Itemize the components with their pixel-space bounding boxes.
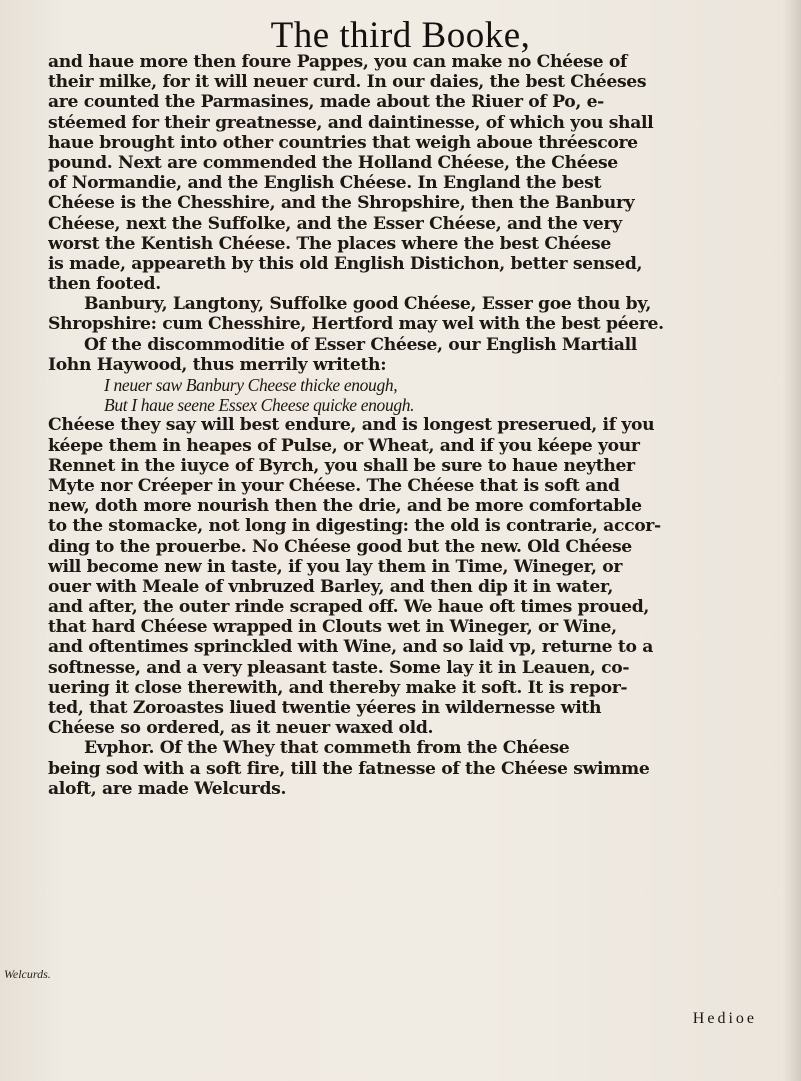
text-line: aloft, are made Welcurds. (48, 778, 287, 799)
text-line: worst the Kentish Chéese. The places where the best Chéese (48, 233, 611, 254)
text-line: Chéese, next the Suffolke, and the Esser Chéese, and the very (48, 213, 622, 234)
text-line: kéepe them in heapes of Pulse, or Wheat, and if you kéepe your (48, 435, 640, 456)
text-line: Rennet in the iuyce of Byrch, you shall be sure to haue neyther (48, 455, 635, 476)
text-line: ted, that Zoroastes liued twentie yéeres in wildernesse with (48, 698, 602, 718)
text-line: and oftentimes sprinckled with Wine, and so laid vp, returne to a (48, 637, 653, 658)
text-line: ouer with Meale of vnbruzed Barley, and then dip it in water, (48, 576, 614, 597)
text-line: stéemed for their greatnesse, and daintinesse, of which you shall (48, 112, 654, 133)
text-line: uering it close therewith, and thereby make it soft. It is repor- (48, 677, 628, 698)
margin-note: Welcurds. (4, 967, 51, 981)
text-line: Chéese so ordered, as it neuer waxed old. (48, 718, 434, 739)
text-line: are counted the Parmasines, made about the Riuer of Po, e- (48, 92, 604, 113)
verse-line: I neuer saw Banbury Cheese thicke enough, (104, 375, 398, 395)
text-line: Evphor. Of the Whey that commeth from the Chéese (84, 738, 570, 759)
text-line: Chéese they say will best endure, and is longest preserued, if you (48, 415, 655, 436)
text-line: softnesse, and a very pleasant taste. Some lay it in Leauen, co- (48, 657, 630, 678)
text-line: Of the discommoditie of Esser Chéese, our English Martiall (84, 334, 637, 355)
verse-line: But I haue seene Essex Cheese quicke enough. (104, 395, 415, 416)
text-line: Myte nor Créeper in your Chéese. The Chéese that is soft and (48, 475, 620, 496)
running-head: The third Booke, (270, 15, 531, 56)
text-line: haue brought into other countries that weigh aboue thréescore (48, 132, 638, 153)
text-line: and after, the outer rinde scraped off. We haue oft times proued, (48, 597, 650, 618)
text-line: Banbury, Langtony, Suffolke good Chéese, Esser goe thou by, (84, 294, 651, 315)
text-line: will become new in taste, if you lay them in Time, Wineger, or (48, 556, 623, 577)
catchword: Hedioe (692, 1010, 757, 1027)
text-line: ding to the prouerbe. No Chéese good but the new. Old Chéese (48, 536, 632, 557)
text-line: then footed. (48, 274, 161, 295)
text-line: to the stomacke, not long in digesting: the old is contrarie, accor- (48, 516, 661, 537)
text-line: Shropshire: cum Chesshire, Hertford may wel with the best péere. (48, 314, 664, 335)
text-line: Iohn Haywood, thus merrily writeth: (48, 354, 387, 375)
text-line: Chéese is the Chesshire, and the Shropshire, then the Banbury (48, 193, 635, 214)
text-line: being sod with a soft fire, till the fatnesse of the Chéese swimme (48, 758, 650, 779)
body-text (48, 52, 778, 799)
text-line: that hard Chéese wrapped in Clouts wet in Wineger, or Wine, (48, 617, 617, 638)
text-line: pound. Next are commended the Holland Chéese, the Chéese (48, 152, 618, 173)
text-line: is made, appeareth by this old English Distichon, better sensed, (48, 253, 643, 274)
text-line: new, doth more nourish then the drie, and be more comfortable (48, 496, 642, 517)
text-line: and haue more then foure Pappes, you can make no Chéese of (48, 52, 628, 72)
page-edge-shadow (783, 0, 801, 1081)
text-line: their milke, for it will neuer curd. In our daies, the best Chéeses (48, 72, 647, 93)
text-line: of Normandie, and the English Chéese. In England the best (48, 173, 602, 194)
